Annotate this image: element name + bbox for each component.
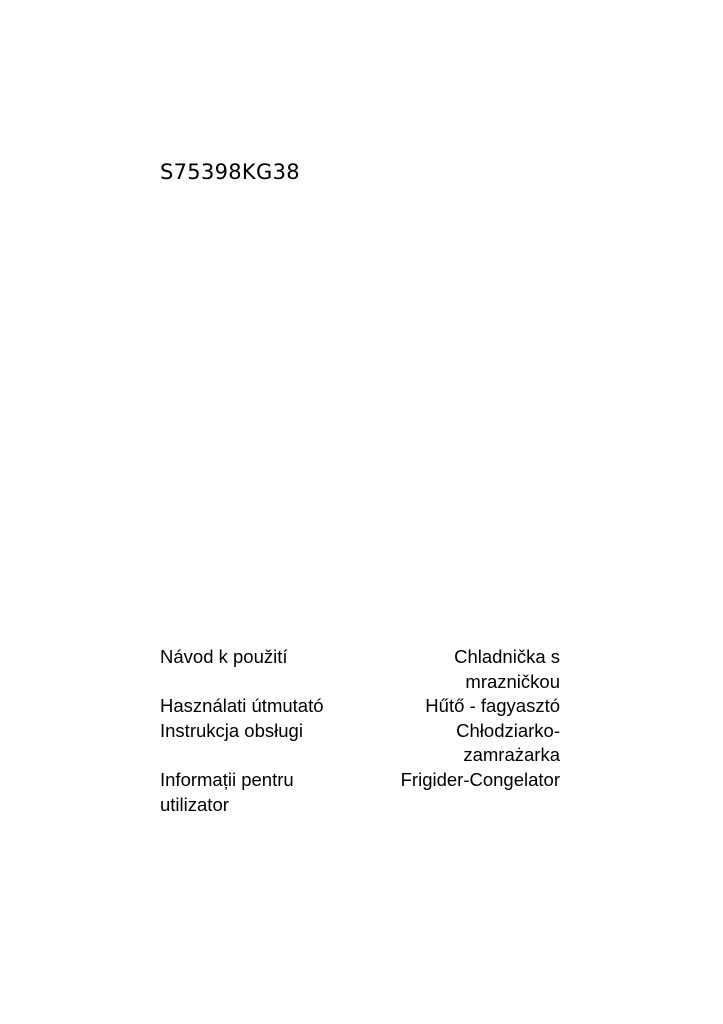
manual-title-czech bbox=[160, 645, 375, 670]
language-list bbox=[160, 645, 560, 817]
product-name-line: Chladnička s bbox=[454, 646, 560, 667]
product-name-czech bbox=[375, 645, 560, 694]
manual-title-line: Instrukcja obsługi bbox=[160, 719, 303, 741]
manual-title-line: Informații pentru bbox=[160, 768, 294, 790]
manual-title-polish bbox=[160, 719, 375, 744]
language-entry-romanian bbox=[160, 768, 560, 817]
language-entry-czech bbox=[160, 645, 560, 694]
product-name-line: Frigider-Congelator bbox=[400, 768, 560, 790]
manual-title-line: utilizator bbox=[160, 793, 229, 815]
manual-title-line: Használati útmutató bbox=[160, 695, 324, 717]
product-name-hungarian bbox=[375, 694, 560, 719]
manual-title-romanian bbox=[160, 768, 375, 817]
language-entry-polish bbox=[160, 719, 560, 768]
product-name-line: Chłodziarko- bbox=[456, 719, 560, 741]
product-name-line: zamrażarka bbox=[463, 744, 560, 766]
model-number: S75398KG38 bbox=[160, 160, 300, 184]
product-name-line: Hűtő - fagyasztó bbox=[425, 695, 560, 717]
product-name-polish bbox=[375, 719, 560, 768]
manual-title-line: Návod k použití bbox=[160, 646, 288, 667]
product-name-line: mrazničkou bbox=[465, 670, 560, 692]
language-entry-hungarian bbox=[160, 694, 560, 719]
product-name-romanian bbox=[375, 768, 560, 793]
manual-title-hungarian bbox=[160, 694, 375, 719]
